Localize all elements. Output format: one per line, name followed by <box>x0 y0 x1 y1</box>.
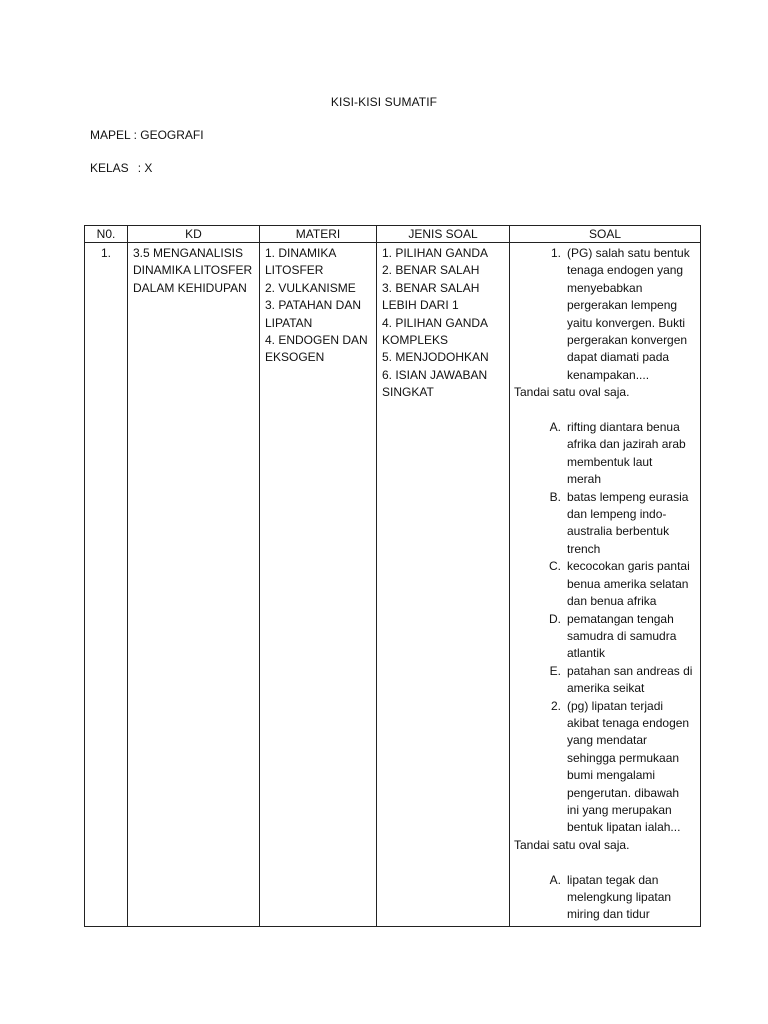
question-text-line: ini yang merupakan <box>567 802 672 817</box>
table-row <box>85 243 701 927</box>
question-number: 1. <box>550 246 561 260</box>
question-text-line: pergerakan lempeng <box>567 298 678 313</box>
option-text-line: pematangan tengah <box>567 611 674 626</box>
materi-text-line: EKSOGEN <box>265 350 325 365</box>
question-text-line: menyebabkan <box>567 280 643 295</box>
question-text-line: tenaga endogen yang <box>567 263 684 278</box>
question-text-line: pergerakan konvergen <box>567 333 688 348</box>
answer-option <box>515 489 695 559</box>
option-text-line: batas lempeng eurasia <box>567 489 689 504</box>
question-text-line: (pg) lipatan terjadi <box>567 698 664 713</box>
document-title: KISI-KISI SUMATIF <box>330 95 438 109</box>
cell-no: 1. <box>85 243 128 927</box>
class-line <box>90 161 152 175</box>
cell-soal <box>510 243 701 927</box>
class-label: KELAS <box>90 161 129 175</box>
materi-text-line: 3. PATAHAN DAN <box>265 298 362 313</box>
question-text-line: dapat diamati pada <box>567 350 670 365</box>
class-value: : X <box>137 161 153 175</box>
answer-option <box>515 558 695 610</box>
option-text-line: amerika seikat <box>567 681 645 696</box>
question-text-line: (PG) salah satu bentuk <box>567 246 690 260</box>
option-text-line: benua amerika selatan <box>567 576 689 591</box>
jenis-soal-text-line: 2. BENAR SALAH <box>382 263 480 278</box>
question-item <box>515 698 695 837</box>
option-text <box>567 611 700 663</box>
header-kd: KD <box>128 226 260 243</box>
blank-line <box>515 402 695 419</box>
jenis-soal-text-line: 3. BENAR SALAH <box>382 280 480 295</box>
option-text <box>567 419 700 489</box>
jenis-soal-text-line: 1. PILIHAN GANDA <box>382 246 489 260</box>
option-text-line: afrika dan jazirah arab <box>567 437 686 452</box>
option-text-line: australia berbentuk <box>567 524 670 539</box>
question-instruction: Tandai satu oval saja. <box>514 837 630 852</box>
option-text-line: kecocokan garis pantai <box>567 559 690 574</box>
question-text-line: yaitu konvergen. Bukti <box>567 315 686 330</box>
question-text-line: pengerutan. dibawah <box>567 785 680 800</box>
jenis-soal-text-line: 4. PILIHAN GANDA <box>382 315 489 330</box>
option-text-line: samudra di samudra <box>567 628 677 643</box>
option-text-line: melengkung lipatan <box>567 890 672 904</box>
option-letter: D. <box>549 611 561 626</box>
option-letter: A. <box>549 420 561 435</box>
question-text-line: akibat tenaga endogen <box>567 715 690 730</box>
option-text-line: trench <box>567 541 601 556</box>
option-text-line: rifting diantara benua <box>567 420 680 435</box>
answer-option <box>515 611 695 663</box>
kd-text-line: 3.5 MENGANALISIS <box>133 246 244 260</box>
question-text-line: yang mendatar <box>567 733 648 748</box>
option-text-line: miring dan tidur <box>567 907 650 922</box>
header-no: N0. <box>85 226 128 243</box>
kisi-kisi-table <box>84 225 701 927</box>
question-text-line: bumi mengalami <box>567 768 656 783</box>
header-soal: SOAL <box>510 226 701 243</box>
materi-text-line: 2. VULKANISME <box>265 280 356 295</box>
header-jenis-soal: JENIS SOAL <box>377 226 510 243</box>
materi-text-line: 1. DINAMIKA <box>265 246 337 260</box>
option-text-line: dan benua afrika <box>567 594 657 609</box>
option-text <box>567 558 700 610</box>
question-list <box>515 698 695 837</box>
question-text <box>567 245 700 384</box>
option-text-line: merah <box>567 472 602 487</box>
option-text-line: atlantik <box>567 646 606 661</box>
option-letter: C. <box>549 559 561 574</box>
question-text <box>567 698 700 837</box>
option-text-line: dan lempeng indo- <box>567 507 667 522</box>
answer-options <box>515 872 695 924</box>
question-number: 2. <box>550 698 561 713</box>
question-instruction: Tandai satu oval saja. <box>514 385 630 400</box>
materi-text-line: LITOSFER <box>265 263 324 278</box>
kd-text-line: DALAM KEHIDUPAN <box>133 280 247 295</box>
blank-line <box>515 854 695 871</box>
option-letter: E. <box>549 663 561 678</box>
option-text <box>567 489 700 559</box>
cell-kd <box>128 243 260 927</box>
question-text-line: sehingga permukaan <box>567 750 680 765</box>
answer-options <box>515 419 695 698</box>
materi-text-line: LIPATAN <box>265 315 313 330</box>
option-text <box>567 663 700 698</box>
question-item <box>515 245 695 384</box>
subject-line: MAPEL : GEOGRAFI <box>90 128 204 142</box>
jenis-soal-text-line: 6. ISIAN JAWABAN <box>382 367 488 382</box>
option-letter: B. <box>549 489 561 504</box>
cell-materi <box>260 243 377 927</box>
header-materi: MATERI <box>260 226 377 243</box>
question-text-line: bentuk lipatan ialah... <box>567 820 681 835</box>
jenis-soal-text-line: SINGKAT <box>382 385 434 400</box>
question-text-line: kenampakan.... <box>567 367 650 382</box>
jenis-soal-text-line: KOMPLEKS <box>382 333 449 348</box>
kd-text-line: DINAMIKA LITOSFER <box>133 263 253 278</box>
option-text <box>567 872 700 924</box>
answer-option <box>515 872 695 924</box>
jenis-soal-text-line: 5. MENJODOHKAN <box>382 350 489 365</box>
jenis-soal-text-line: LEBIH DARI 1 <box>382 298 459 313</box>
option-text-line: lipatan tegak dan <box>567 872 659 887</box>
option-text-line: patahan san andreas di <box>567 663 693 678</box>
answer-option <box>515 663 695 698</box>
cell-jenis-soal <box>377 243 510 927</box>
materi-text-line: 4. ENDOGEN DAN <box>265 333 368 348</box>
answer-option <box>515 419 695 489</box>
table-header-row <box>85 226 701 243</box>
question-list <box>515 245 695 384</box>
option-text-line: membentuk laut <box>567 454 653 469</box>
option-letter: A. <box>549 872 561 887</box>
